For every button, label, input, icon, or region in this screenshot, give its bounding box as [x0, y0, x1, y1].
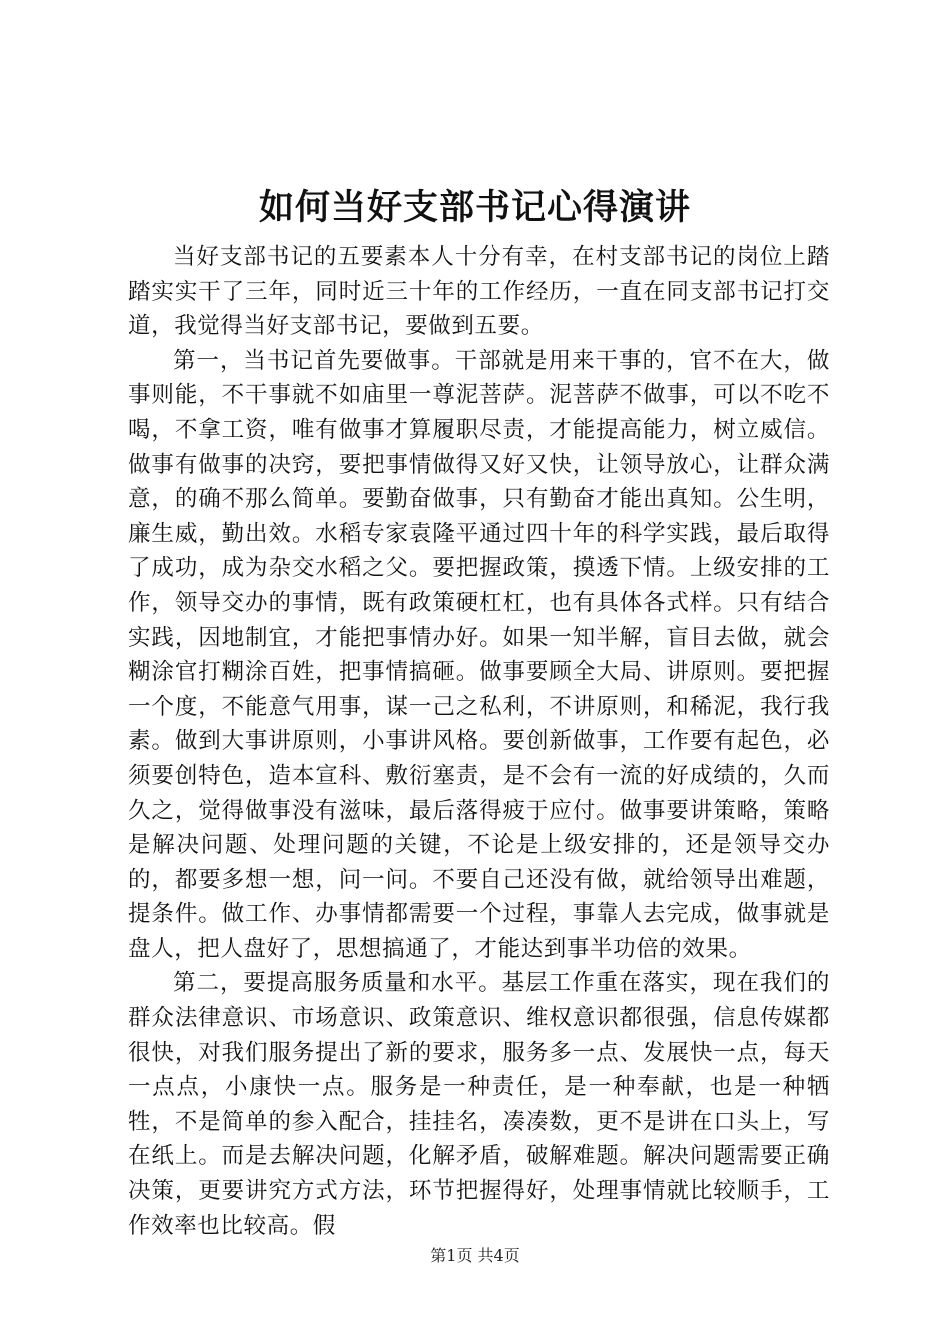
- page-number-footer: 第1页 共4页: [430, 1246, 520, 1265]
- paragraph-first-point: 第一，当书记首先要做事。干部就是用来干事的，官不在大，做事则能，不干事就不如庙里一尊泥菩萨。泥菩萨不做事，可以不吃不喝，不拿工资，唯有做事才算履职尽责，才能提高能力，树立威信。做事有做事的决窍，要把事情做得又好又快，让领导放心，让群众满意，的确不那么简单。要勤奋做事，只有勤奋才能出真知。公生明，廉生威，勤出效。水稻专家袁隆平通过四十年的科学实践，最后取得了成功，成为杂交水稻之父。要把握政策，摸透下情。上级安排的工作，领导交办的事情，既有政策硬杠杠，也有具体各式样。只有结合实践，因地制宜，才能把事情办好。如果一知半解，盲目去做，就会糊涂官打糊涂百姓，把事情搞砸。做事要顾全大局、讲原则。要把握一个度，不能意气用事，谋一己之私利，不讲原则，和稀泥，我行我素。做到大事讲原则，小事讲风格。要创新做事，工作要有起色，必须要创特色，造本宣科、敷衍塞责，是不会有一流的好成绩的，久而久之，觉得做事没有滋味，最后落得疲于应付。做事要讲策略，策略是解决问题、处理问题的关键，不论是上级安排的，还是领导交办的，都要多想一想，问一问。不要自己还没有做，就给领导出难题，提条件。做工作、办事情都需要一个过程，事靠人去完成，做事就是盘人，把人盘好了，思想搞通了，才能达到事半功倍的效果。: [128, 347, 830, 962]
- paragraph-second-point: 第二，要提高服务质量和水平。基层工作重在落实，现在我们的群众法律意识、市场意识、政策意识、维权意识都很强，信息传媒都很快，对我们服务提出了新的要求，服务多一点、发展快一点，每天一点点，小康快一点。服务是一种责任，是一种奉献，也是一种牺牲，不是简单的参入配合，挂挂名，凑凑数，更不是讲在口头上，写在纸上。而是去解决问题，化解矛盾，破解难题。解决问题需要正确决策，更要讲究方式方法，环节把握得好，处理事情就比较顺手，工作效率也比较高。假: [128, 970, 830, 1239]
- document-title: 如何当好支部书记心得演讲: [258, 187, 691, 228]
- document-body: [128, 240, 830, 1243]
- paragraph-intro: 当好支部书记的五要素本人十分有幸，在村支部书记的岗位上踏踏实实干了三年，同时近三十年的工作经历，一直在同支部书记打交道，我觉得当好支部书记，要做到五要。: [128, 244, 830, 340]
